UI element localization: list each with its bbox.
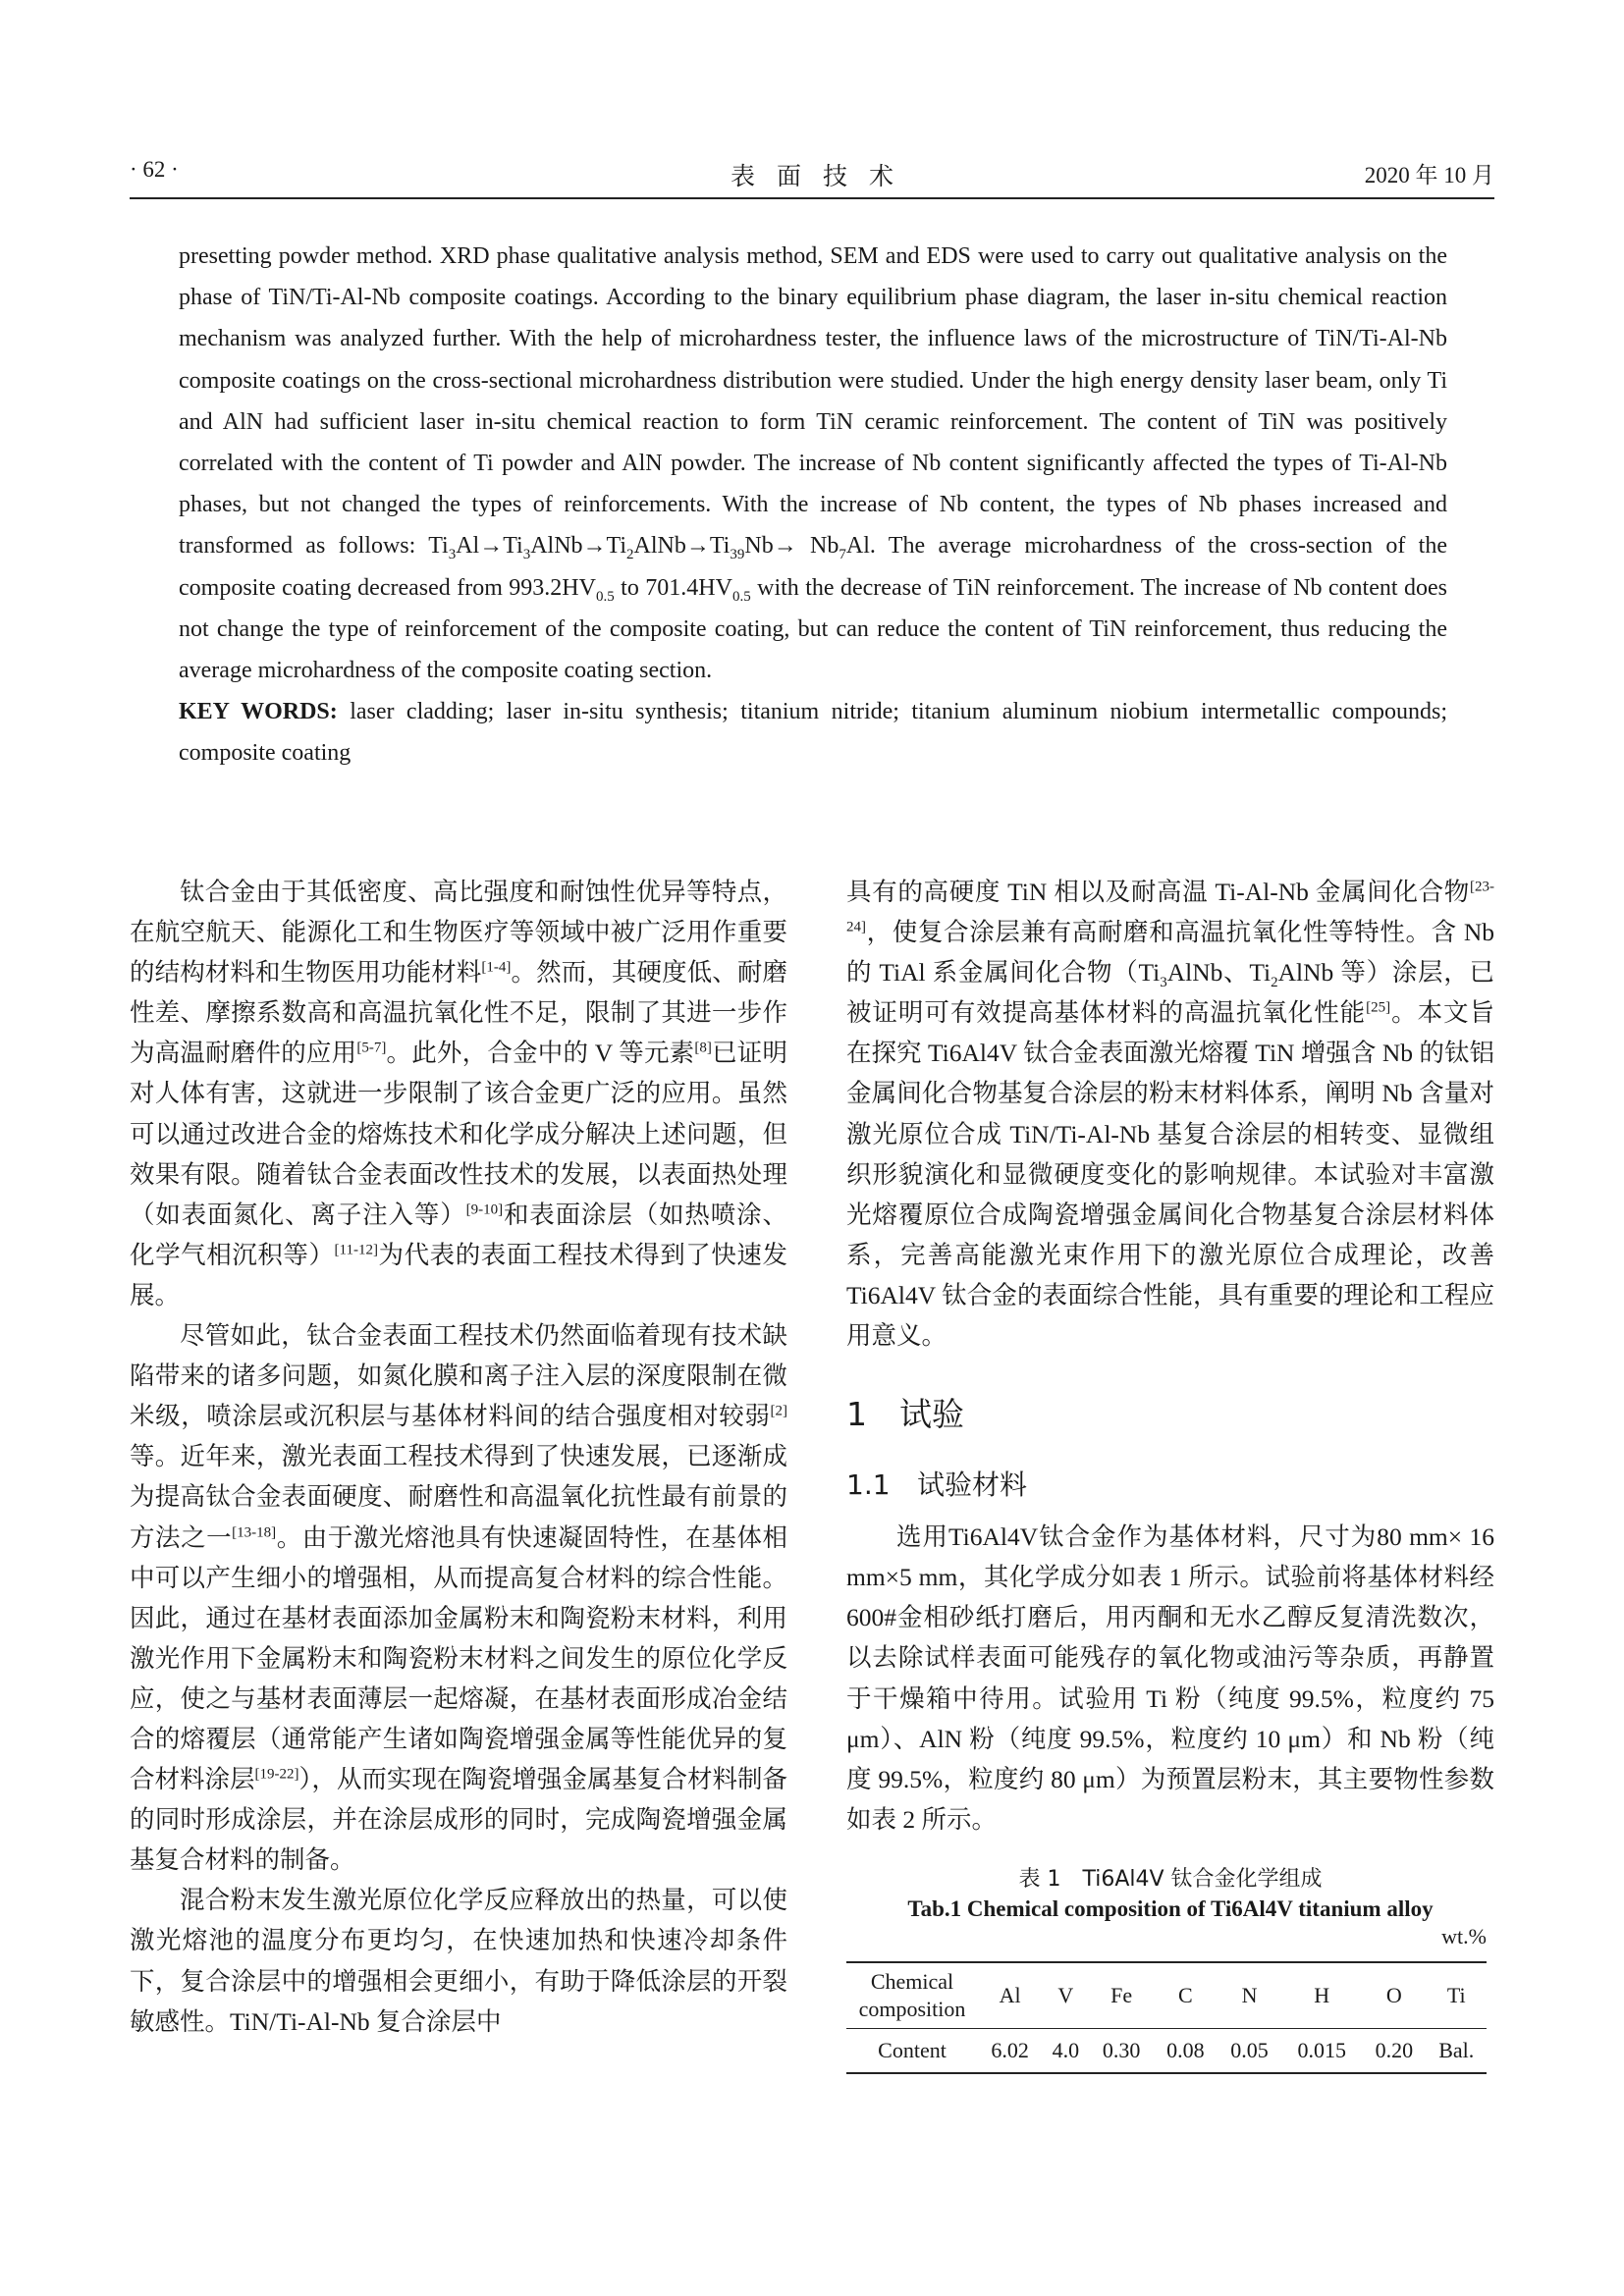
page-number: · 62 · — [130, 157, 179, 182]
citation: [2] — [770, 1403, 787, 1419]
citation: [1-4] — [481, 959, 512, 976]
table-cell: 0.08 — [1154, 2028, 1218, 2073]
table-row — [846, 2028, 1487, 2073]
running-header — [130, 157, 1494, 194]
table-header-row — [846, 1962, 1487, 2029]
table-header-cell: O — [1362, 1962, 1426, 2029]
keywords: KEY WORDS: laser cladding; laser in-situ synthesis; titanium nitride; titanium aluminum niobium intermetallic compounds; composite coating — [179, 699, 1447, 767]
citation: [25] — [1366, 999, 1391, 1016]
journal-title: 表面技术 — [730, 164, 915, 190]
paragraph: 钛合金由于其低密度、高比强度和耐蚀性优异等特点，在航空航天、能源化工和生物医疗等领域中被广泛用作重要的结构材料和生物医用功能材料[1-4]。然而，其硬度低、耐磨性差、摩擦系数高和高温抗氧化性不足，限制了其进一步作为高温耐磨件的应用[5-7]。此外，合金中的 V 等元素[8]已证明对人体有害，这就进一步限制了该合金更广泛的应用。虽然可以通过改进合金的熔炼技术和化学成分解决上述问题，但效果有限。随着钛合金表面改性技术的发展，以表面热处理（如表面氮化、离子注入等）[9-10]和表面涂层（如热喷涂、化学气相沉积等）[11-12]为代表的表面工程技术得到了快速发展。 — [130, 878, 787, 1309]
table-caption-en: Tab.1 Chemical composition of Ti6Al4V titanium alloy — [907, 1896, 1434, 1921]
header-rule — [130, 197, 1494, 199]
table-header-cell: Ti — [1426, 1962, 1487, 2029]
keywords-label: KEY WORDS: — [179, 699, 338, 725]
paragraph: 混合粉末发生激光原位化学反应释放出的热量，可以使激光熔池的温度分布更均匀，在快速加热和快速冷却条件下，复合涂层中的增强相会更细小，有助于降低涂层的开裂敏感性。TiN/Ti-Al-Nb 复合涂层中 — [130, 1886, 787, 2036]
table-cell: Bal. — [1426, 2028, 1487, 2073]
citation: [9-10] — [465, 1201, 504, 1218]
table-unit: wt.% — [1441, 1923, 1487, 1949]
table-cell: 0.20 — [1362, 2028, 1426, 2073]
table-cell: 4.0 — [1042, 2028, 1089, 2073]
table-header-cell: V — [1042, 1962, 1089, 2029]
section-heading: 1 试验 — [846, 1395, 964, 1434]
table-header-label: Chemical composition — [846, 1962, 978, 2029]
citation: [19-22] — [254, 1766, 299, 1783]
citation: [8] — [694, 1040, 712, 1056]
table-header-cell: C — [1154, 1962, 1218, 2029]
subsection-heading: 1.1 试验材料 — [846, 1468, 1028, 1502]
paragraph: 具有的高硬度 TiN 相以及耐高温 Ti-Al-Nb 金属间化合物[23-24]，使复合涂层兼有高耐磨和高温抗氧化性等特性。含 Nb 的 TiAl 系金属间化合物（$Ti_3AlNb$、$Ti_2AlNb$ 等）涂层，已被证明可有效提高基体材料的高温抗氧化性能[25]。本文旨在探究 Ti6Al4V 钛合金表面激光熔覆 TiN 增强含 Nb 的钛铝金属间化合物基复合涂层的粉末材料体系，阐明 Nb 含量对激光原位合成 TiN/Ti-Al-Nb 基复合涂层的相转变、显微组织形貌演化和显微硬度变化的影响规律。本试验对丰富激光熔覆原位合成陶瓷增强金属间化合物基复合涂层材料体系，完善高能激光束作用下的激光原位合成理论，改善 Ti6Al4V 钛合金的表面综合性能，具有重要的理论和工程应用意义。 — [846, 878, 1495, 1351]
english-abstract — [179, 236, 1447, 774]
citation: [5-7] — [356, 1040, 387, 1056]
table-header-cell: H — [1281, 1962, 1362, 2029]
table-header-cell: Fe — [1090, 1962, 1154, 2029]
table-header-cell: Al — [978, 1962, 1042, 2029]
body-left-column — [130, 872, 787, 2042]
citation: [13-18] — [232, 1524, 277, 1540]
paragraph: 选用Ti6Al4V钛合金作为基体材料，尺寸为80 mm× 16 mm×5 mm，其化学成分如表 1 所示。试验前将基体材料经 600#金相砂纸打磨后，用丙酮和无水乙醇反复清洗数次，以去除试样表面可能残存的氧化物或油污等杂质，再静置于干燥箱中待用。试验用 Ti 粉（纯度 99.5%，粒度约 75 μm）、AlN 粉（纯度 99.5%，粒度约 10 μm）和 Nb 粉（纯度 99.5%，粒度约 80 μm）为预置层粉末，其主要物性参数如表 2 所示。 — [846, 1522, 1494, 1834]
table-row-label: Content — [846, 2028, 978, 2073]
citation: [23-24] — [846, 879, 1494, 935]
issue-date: 2020 年 10 月 — [1364, 163, 1494, 187]
table-cell: 0.015 — [1281, 2028, 1362, 2073]
body-right-column — [846, 872, 1494, 2074]
paragraph: 尽管如此，钛合金表面工程技术仍然面临着现有技术缺陷带来的诸多问题，如氮化膜和离子注入层的深度限制在微米级，喷涂层或沉积层与基体材料间的结合强度相对较弱[2]等。近年来，激光表面工程技术得到了快速发展，已逐渐成为提高钛合金表面硬度、耐磨性和高温氧化抗性最有前景的方法之一[13-18]。由于激光熔池具有快速凝固特性，在基体相中可以产生细小的增强相，从而提高复合材料的综合性能。因此，通过在基材表面添加金属粉末和陶瓷粉末材料，利用激光作用下金属粉末和陶瓷粉末材料之间发生的原位化学反应，使之与基材表面薄层一起熔凝，在基材表面形成冶金结合的熔覆层（通常能产生诸如陶瓷增强金属等性能优异的复合材料涂层[19-22]），从而实现在陶瓷增强金属基复合材料制备的同时形成涂层，并在涂层成形的同时，完成陶瓷增强金属基复合材料的制备。 — [130, 1321, 787, 1875]
table-caption-cn: 表 1 Ti6Al4V 钛合金化学组成 — [1018, 1866, 1323, 1892]
table-header-cell: N — [1218, 1962, 1281, 2029]
table-cell: 0.05 — [1218, 2028, 1281, 2073]
abstract-text: presetting powder method. XRD phase qualitative analysis method, SEM and EDS were used to carry out qualitative analysis on the phase of TiN/Ti-Al-Nb composite coatings. According to the binary equilibrium phase diagram, the laser in-situ chemical reaction mechanism was analyzed further. With the help of microhardness tester, the influence laws of the microstructure of TiN/Ti-Al-Nb composite coatings on the cross-sectional microhardness distribution were studied. Under the high energy density laser beam, only Ti and AlN had sufficient laser in-situ chemical reaction to form TiN ceramic reinforcement. The content of TiN was positively correlated with the content of Ti powder and AlN powder. The increase of Nb content significantly affected the types of Ti-Al-Nb phases, but not changed the types of reinforcements. With the increase of Nb content, the types of Nb phases increased and transformed as follows: $Ti_3Al\to Ti_3AlNb\to Ti_2AlNb\to Ti_{39}Nb\to Nb_7Al$. The average microhardness of the cross-section of the composite coating decreased from $993.2HV_{0.5}$ to $701.4HV_{0.5}$ with the decrease of TiN reinforcement. The increase of Nb content does not change the type of reinforcement of the composite coating, but can reduce the content of TiN reinforcement, thus reducing the average microhardness of the composite coating section. — [179, 243, 1448, 684]
table-cell: 6.02 — [978, 2028, 1042, 2073]
citation: [11-12] — [334, 1242, 378, 1258]
chemical-composition-table — [846, 1961, 1487, 2074]
table-cell: 0.30 — [1090, 2028, 1154, 2073]
